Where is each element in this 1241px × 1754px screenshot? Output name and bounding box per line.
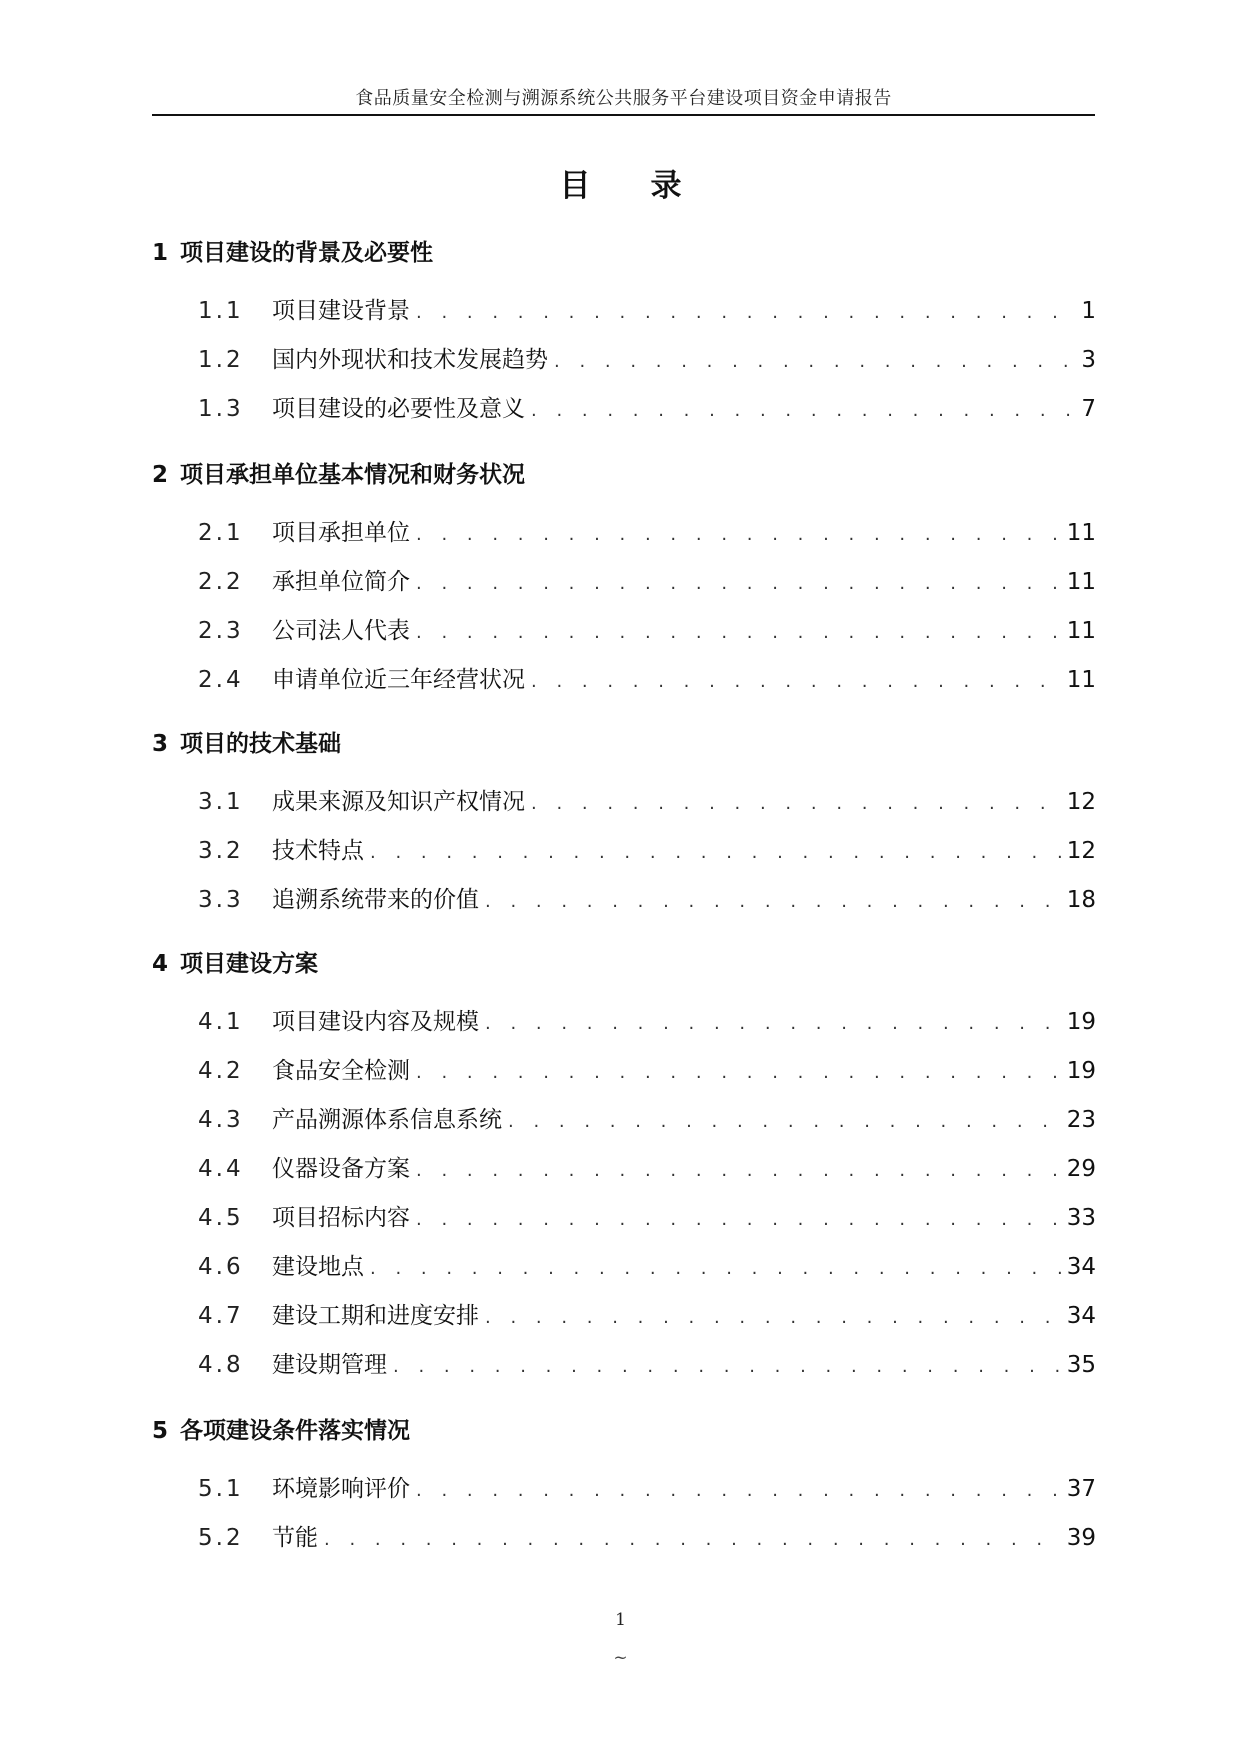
entry-page-number: 11	[1066, 667, 1096, 693]
entry-page-number: 34	[1066, 1254, 1096, 1280]
entry-number: 4.2	[198, 1058, 244, 1084]
toc-entry-5-2[interactable]	[198, 1520, 1096, 1556]
entry-number: 1.3	[198, 396, 244, 422]
entry-number: 4.7	[198, 1303, 244, 1329]
entry-page-number: 34	[1066, 1303, 1096, 1329]
entry-label: 建设工期和进度安排	[272, 1303, 479, 1329]
section-number: 3	[152, 731, 169, 757]
entry-page-number: 35	[1066, 1352, 1096, 1378]
entry-label: 成果来源及知识产权情况	[272, 789, 525, 815]
toc-section-2[interactable]	[152, 455, 525, 495]
header-rule	[152, 114, 1095, 116]
entry-number: 2.2	[198, 569, 244, 595]
toc-entry-1-2[interactable]	[198, 342, 1096, 378]
entry-label: 食品安全检测	[272, 1058, 410, 1084]
entry-label: 产品溯源体系信息系统	[272, 1107, 502, 1133]
dot-leader	[531, 786, 1063, 822]
entry-number: 3.2	[198, 838, 244, 864]
entry-page-number: 39	[1066, 1525, 1096, 1551]
entry-label: 环境影响评价	[272, 1476, 410, 1502]
toc-entry-3-2[interactable]	[198, 833, 1096, 869]
entry-page-number: 29	[1066, 1156, 1096, 1182]
entry-number: 1.2	[198, 347, 244, 373]
entry-page-number: 12	[1066, 838, 1096, 864]
toc-entry-1-1[interactable]	[198, 293, 1096, 329]
dot-leader	[416, 1473, 1063, 1509]
dot-leader	[531, 664, 1063, 700]
entry-number: 4.5	[198, 1205, 244, 1231]
dot-leader	[485, 1006, 1063, 1042]
dot-leader	[416, 1055, 1063, 1091]
toc-entry-4-8[interactable]	[198, 1347, 1096, 1383]
toc-entry-4-4[interactable]	[198, 1151, 1096, 1187]
toc-entry-4-3[interactable]	[198, 1102, 1096, 1138]
footer-page-number: 1	[615, 1610, 626, 1630]
dot-leader	[393, 1349, 1063, 1385]
dot-leader	[485, 884, 1063, 920]
entry-number: 4.3	[198, 1107, 244, 1133]
section-number: 2	[152, 462, 169, 488]
toc-section-3[interactable]	[152, 724, 341, 764]
entry-page-number: 7	[1081, 396, 1096, 422]
toc-section-4[interactable]	[152, 944, 318, 984]
dot-leader	[416, 566, 1063, 602]
section-title: 各项建设条件落实情况	[180, 1418, 411, 1444]
dot-leader	[508, 1104, 1063, 1140]
toc-entry-4-1[interactable]	[198, 1004, 1096, 1040]
dot-leader	[531, 393, 1077, 429]
toc-entry-1-3[interactable]	[198, 391, 1096, 427]
dot-leader	[485, 1300, 1063, 1336]
entry-label: 建设地点	[272, 1254, 364, 1280]
toc-entry-2-3[interactable]	[198, 613, 1096, 649]
entry-label: 申请单位近三年经营状况	[272, 667, 525, 693]
entry-number: 4.6	[198, 1254, 244, 1280]
toc-entry-5-1[interactable]	[198, 1471, 1096, 1507]
entry-number: 2.3	[198, 618, 244, 644]
toc-entry-4-7[interactable]	[198, 1298, 1096, 1334]
entry-page-number: 18	[1066, 887, 1096, 913]
entry-label: 建设期管理	[272, 1352, 387, 1378]
entry-label: 国内外现状和技术发展趋势	[272, 347, 548, 373]
dot-leader	[554, 344, 1077, 380]
entry-page-number: 12	[1066, 789, 1096, 815]
toc-entry-2-4[interactable]	[198, 662, 1096, 698]
toc-entry-2-2[interactable]	[198, 564, 1096, 600]
dot-leader	[416, 517, 1063, 553]
toc-entry-4-5[interactable]	[198, 1200, 1096, 1236]
toc-title: 目录	[559, 168, 742, 204]
entry-label: 节能	[272, 1525, 318, 1551]
toc-entry-4-6[interactable]	[198, 1249, 1096, 1285]
entry-number: 2.4	[198, 667, 244, 693]
entry-number: 5.2	[198, 1525, 244, 1551]
entry-number: 4.1	[198, 1009, 244, 1035]
entry-page-number: 23	[1066, 1107, 1096, 1133]
entry-page-number: 37	[1066, 1476, 1096, 1502]
section-title: 项目建设的背景及必要性	[180, 240, 434, 266]
dot-leader	[370, 1251, 1063, 1287]
entry-number: 3.1	[198, 789, 244, 815]
entry-page-number: 33	[1066, 1205, 1096, 1231]
footer-mark: ~	[613, 1648, 628, 1668]
entry-page-number: 11	[1066, 520, 1096, 546]
section-number: 4	[152, 951, 169, 977]
entry-label: 项目建设内容及规模	[272, 1009, 479, 1035]
entry-page-number: 19	[1066, 1009, 1096, 1035]
entry-number: 3.3	[198, 887, 244, 913]
entry-number: 4.4	[198, 1156, 244, 1182]
entry-page-number: 3	[1081, 347, 1096, 373]
entry-number: 5.1	[198, 1476, 244, 1502]
entry-label: 承担单位简介	[272, 569, 410, 595]
dot-leader	[416, 295, 1077, 331]
dot-leader	[324, 1522, 1063, 1558]
dot-leader	[416, 1153, 1063, 1189]
entry-label: 追溯系统带来的价值	[272, 887, 479, 913]
dot-leader	[370, 835, 1063, 871]
section-title: 项目承担单位基本情况和财务状况	[180, 462, 526, 488]
entry-page-number: 11	[1066, 618, 1096, 644]
entry-label: 项目建设背景	[272, 298, 410, 324]
entry-label: 项目承担单位	[272, 520, 410, 546]
toc-section-5[interactable]	[152, 1411, 410, 1451]
section-number: 5	[152, 1418, 169, 1444]
dot-leader	[416, 615, 1063, 651]
entry-label: 项目招标内容	[272, 1205, 410, 1231]
toc-section-1[interactable]	[152, 233, 433, 273]
entry-number: 4.8	[198, 1352, 244, 1378]
entry-label: 项目建设的必要性及意义	[272, 396, 525, 422]
dot-leader	[416, 1202, 1063, 1238]
toc-entry-4-2[interactable]	[198, 1053, 1096, 1089]
section-title: 项目建设方案	[180, 951, 319, 977]
entry-page-number: 19	[1066, 1058, 1096, 1084]
entry-label: 技术特点	[272, 838, 364, 864]
section-number: 1	[152, 240, 169, 266]
entry-page-number: 1	[1081, 298, 1096, 324]
toc-entry-3-3[interactable]	[198, 882, 1096, 918]
page-header-title: 食品质量安全检测与溯源系统公共服务平台建设项目资金申请报告	[355, 88, 892, 109]
toc-entry-3-1[interactable]	[198, 784, 1096, 820]
entry-number: 2.1	[198, 520, 244, 546]
entry-page-number: 11	[1066, 569, 1096, 595]
entry-number: 1.1	[198, 298, 244, 324]
section-title: 项目的技术基础	[180, 731, 342, 757]
entry-label: 公司法人代表	[272, 618, 410, 644]
toc-entry-2-1[interactable]	[198, 515, 1096, 551]
entry-label: 仪器设备方案	[272, 1156, 410, 1182]
